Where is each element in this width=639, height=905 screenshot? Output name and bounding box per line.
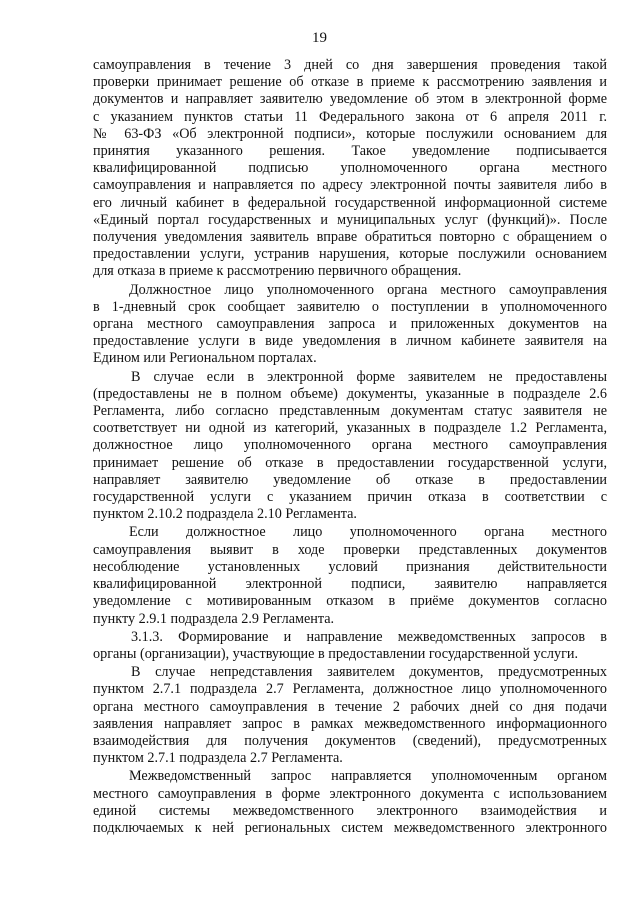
text-line: проверки принимает решение об отказе в приеме к рассмотрению заявления и bbox=[93, 74, 607, 91]
text-line: Регламента, либо согласно представленным документам статус заявителя не bbox=[93, 403, 607, 420]
text-line: подключаемых к ней региональных систем межведомственного электронного bbox=[93, 819, 607, 836]
text-line: В случае непредставления заявителем документов, предусмотренных bbox=[131, 664, 607, 681]
text-line: предоставление услуги в виде уведомления в личном кабинете заявителя на bbox=[93, 333, 607, 350]
text-line: направляет заявителю уведомление об отказе в предоставлении bbox=[93, 471, 607, 488]
paragraph-1 bbox=[93, 57, 607, 281]
text-line: взаимодействия для получения документов (сведений), предусмотренных bbox=[93, 732, 607, 749]
text-line: в 1-дневный срок сообщает заявителю о поступлении в уполномоченного bbox=[93, 298, 607, 315]
text-line: принятия указанного решения. Такое уведомление подписывается bbox=[93, 143, 607, 160]
text-line: органа местного самоуправления в течение 2 рабочих дней со дня подачи bbox=[93, 698, 607, 715]
text-line: «Единый портал государственных и муниципальных услуг (функций)». После bbox=[93, 211, 607, 228]
text-line: самоуправления в течение 3 дней со дня завершения проведения такой bbox=[93, 57, 607, 73]
text-line: органы (организации), участвующие в предоставлении государственной услуги. bbox=[93, 645, 579, 662]
paragraph-2 bbox=[93, 282, 607, 368]
paragraph-6 bbox=[93, 664, 607, 767]
text-line: органа местного самоуправления запроса и приложенных документов на bbox=[93, 316, 607, 333]
text-line: квалифицированной электронной подписи, заявителю направляется bbox=[93, 576, 607, 593]
text-line: Едином или Региональном порталах. bbox=[93, 350, 317, 367]
text-line: 3.1.3. Формирование и направление межведомственных запросов в bbox=[131, 628, 607, 645]
text-line: с указанием пунктов статьи 11 Федерального закона от 6 апреля 2011 г. bbox=[93, 108, 607, 125]
text-line: предоставлении услуги, устранив нарушения, которые послужили основанием bbox=[93, 246, 607, 263]
text-line: для отказа в приеме к рассмотрению первичного обращения. bbox=[93, 263, 462, 280]
text-line: пункту 2.9.1 подраздела 2.9 Регламента. bbox=[93, 610, 335, 627]
text-line: местного самоуправления в форме электронного документа с использованием bbox=[93, 785, 607, 802]
text-line: квалифицированной подписью уполномоченного органа местного bbox=[93, 160, 607, 177]
text-line: уведомление с мотивированным отказом в приёме документов согласно bbox=[93, 593, 607, 610]
paragraph-5 bbox=[93, 629, 607, 663]
text-line: несоблюдение установленных условий признания действительности bbox=[93, 558, 607, 575]
text-line: В случае если в электронной форме заявителем не предоставлены bbox=[131, 368, 607, 385]
text-line: должностное лицо уполномоченного органа местного самоуправления bbox=[93, 437, 607, 454]
text-line: единой системы межведомственного электронного взаимодействия и bbox=[93, 802, 607, 819]
paragraph-4 bbox=[93, 524, 607, 627]
text-line: Должностное лицо уполномоченного органа местного самоуправления bbox=[129, 281, 607, 298]
text-line: его личный кабинет в федеральной государственной информационной системе bbox=[93, 194, 607, 211]
text-line: Если должностное лицо уполномоченного органа местного bbox=[129, 524, 607, 541]
text-line: пунктом 2.10.2 подраздела 2.10 Регламента. bbox=[93, 506, 357, 523]
text-line: пунктом 2.7.1 подраздела 2.7 Регламента, должностное лицо уполномоченного bbox=[93, 681, 607, 698]
text-line: самоуправления выявит в ходе проверки представленных документов bbox=[93, 541, 607, 558]
text-line: соответствует ни одной из категорий, указанных в подразделе 1.2 Регламента, bbox=[93, 420, 607, 437]
text-line: заявления направляет запрос в рамках межведомственного информационного bbox=[93, 715, 607, 732]
text-line: пунктом 2.7.1 подраздела 2.7 Регламента. bbox=[93, 750, 343, 767]
text-line: (предоставлены не в полном объеме) документы, указанные в подразделе 2.6 bbox=[93, 385, 607, 402]
paragraph-7 bbox=[93, 768, 607, 837]
text-line: самоуправления и направляется по адресу электронной почты заявителя либо в bbox=[93, 177, 607, 194]
text-line: Межведомственный запрос направляется уполномоченным органом bbox=[129, 768, 607, 785]
paragraph-3 bbox=[93, 369, 607, 524]
text-line: документов и направляет заявителю уведомление об этом в электронной форме bbox=[93, 91, 607, 108]
text-line: государственной услуги с указанием причин отказа в соответствии с bbox=[93, 489, 607, 506]
page-number: 19 bbox=[312, 30, 327, 46]
text-line: принимает решение об отказе в предоставлении государственной услуги, bbox=[93, 454, 607, 471]
text-line: № 63-ФЗ «Об электронной подписи», которые послужили основанием для bbox=[93, 125, 607, 142]
document-body bbox=[93, 57, 607, 837]
text-line: получения уведомления заявитель вправе обратиться повторно с обращением о bbox=[93, 229, 607, 246]
